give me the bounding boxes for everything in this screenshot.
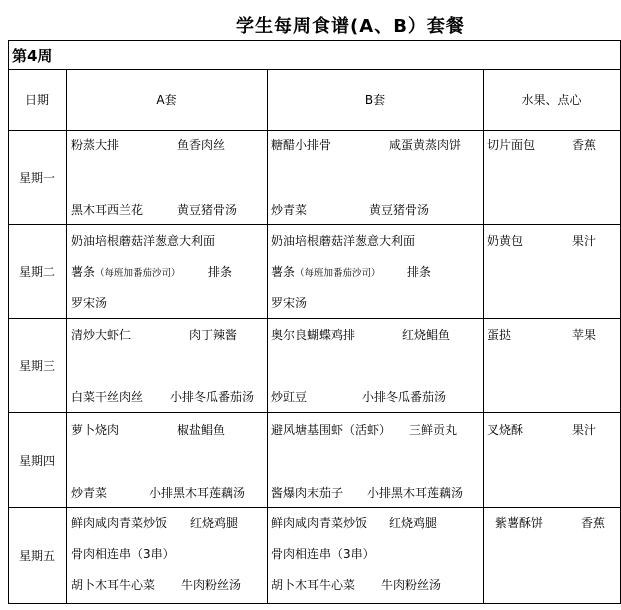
- menu-item: 白菜干丝肉丝: [71, 390, 144, 404]
- day-label: 星期一: [18, 171, 55, 185]
- menu-item: 罗宋汤: [271, 296, 308, 310]
- menu-item: 黄豆猪骨汤: [177, 203, 238, 217]
- menu-item: 奶油培根蘑菇洋葱意大利面: [71, 234, 216, 248]
- menu-item: 红烧鲳鱼: [402, 328, 451, 342]
- day-label: 星期三: [18, 359, 55, 373]
- menu-item: 小排黑木耳莲藕汤: [149, 486, 246, 500]
- header-fruit-snack: 水果、点心: [521, 93, 582, 107]
- menu-item: 奥尔良蝴蝶鸡排: [271, 328, 356, 342]
- header-day: 日期: [24, 93, 49, 107]
- menu-item: 鱼香肉丝: [177, 138, 226, 152]
- menu-item: 粉蒸大排: [71, 138, 120, 152]
- menu-item: 避风塘基围虾（活虾）: [271, 423, 392, 437]
- snack-item: 果汁: [572, 423, 597, 437]
- menu-item: 牛肉粉丝汤: [181, 578, 242, 592]
- menu-item: 鲜肉咸肉青菜炒饭: [71, 516, 168, 530]
- menu-item: 罗宋汤: [71, 296, 108, 310]
- snack-item: 苹果: [572, 328, 597, 342]
- menu-note: （每班加番茄沙司）: [295, 268, 381, 279]
- menu-item: 咸蛋黄蒸肉饼: [389, 138, 462, 152]
- menu-item: 炒青菜: [271, 203, 308, 217]
- menu-item: 红烧鸡腿: [389, 516, 438, 530]
- snack-item: 香蕉: [572, 138, 597, 152]
- menu-item: 鲜肉咸肉青菜炒饭: [271, 516, 368, 530]
- menu-item: 胡卜木耳牛心菜: [271, 578, 356, 592]
- menu-item: 奶油培根蘑菇洋葱意大利面: [271, 234, 416, 248]
- menu-item: 胡卜木耳牛心菜: [71, 578, 156, 592]
- menu-item: 小排冬瓜番茄汤: [170, 390, 255, 404]
- menu-item: 骨肉相连串（3串）: [71, 547, 175, 561]
- menu-item: 肉丁辣酱: [189, 328, 238, 342]
- snack-item: 切片面包: [487, 138, 536, 152]
- menu-item: 排条: [407, 265, 432, 279]
- snack-item: 奶黄包: [487, 234, 524, 248]
- menu-item: 萝卜烧肉: [71, 423, 120, 437]
- menu-item: 糖醋小排骨: [271, 138, 332, 152]
- snack-item: 蛋挞: [487, 328, 512, 342]
- menu-item: 小排冬瓜番茄汤: [362, 390, 447, 404]
- menu-item: 薯条: [271, 265, 296, 279]
- menu-item: 骨肉相连串（3串）: [271, 547, 375, 561]
- menu-item: 排条: [208, 265, 233, 279]
- day-label: 星期二: [18, 265, 55, 279]
- menu-item: 椒盐鲳鱼: [177, 423, 226, 437]
- snack-item: 香蕉: [581, 516, 606, 530]
- menu-item: 牛肉粉丝汤: [381, 578, 442, 592]
- menu-item: 黑木耳西兰花: [71, 203, 144, 217]
- menu-item: 三鲜贡丸: [409, 423, 458, 437]
- day-label: 星期五: [18, 549, 55, 563]
- menu-item: 红烧鸡腿: [190, 516, 239, 530]
- snack-item: 果汁: [572, 234, 597, 248]
- header-a-set: A套: [156, 93, 177, 107]
- menu-item: 清炒大虾仁: [71, 328, 132, 342]
- snack-item: 紫薯酥饼: [495, 516, 544, 530]
- page-title: 学生每周食谱(A、B）套餐: [236, 16, 465, 37]
- menu-item: 小排黑木耳莲藕汤: [367, 486, 464, 500]
- week-label: 第4周: [12, 47, 53, 65]
- menu-item: 薯条: [71, 265, 96, 279]
- snack-item: 叉烧酥: [487, 423, 524, 437]
- menu-item: 炒青菜: [71, 486, 108, 500]
- menu-note: （每班加番茄沙司）: [95, 268, 181, 279]
- menu-item: 酱爆肉末茄子: [271, 486, 344, 500]
- header-b-set: B套: [364, 93, 386, 107]
- menu-item: 炒豇豆: [271, 390, 308, 404]
- day-label: 星期四: [18, 454, 55, 468]
- menu-item: 黄豆猪骨汤: [369, 203, 430, 217]
